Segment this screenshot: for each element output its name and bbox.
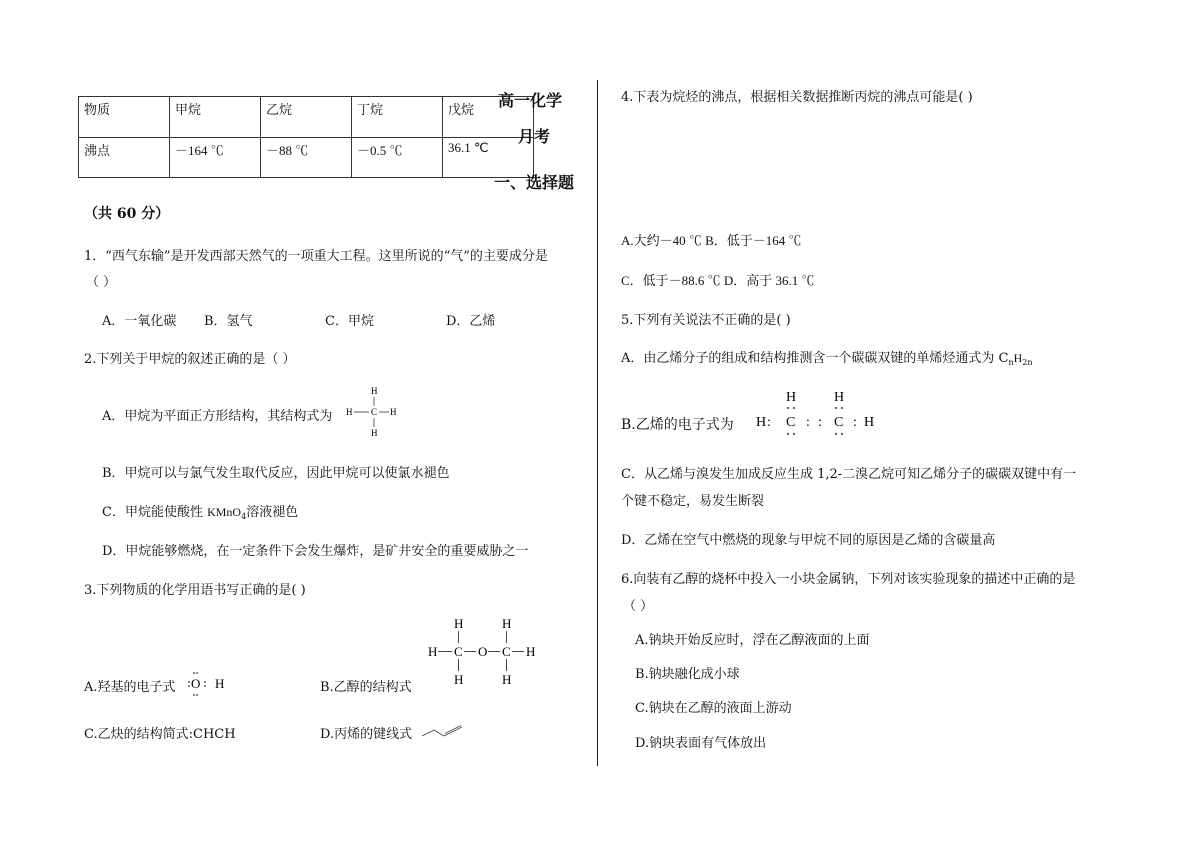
atom-label: C <box>454 644 463 659</box>
q2-option-c <box>102 501 298 521</box>
column-divider <box>597 80 598 766</box>
formula-subscript: 2n <box>1022 358 1033 367</box>
section-score: （共 60 分） <box>84 206 170 222</box>
q4-stem: 4.下表为烷烃的沸点，根据相关数据推断丙烷的沸点可能是( ) <box>621 90 973 105</box>
hydroxyl-electron-formula <box>184 668 230 698</box>
atom-label: C <box>502 644 511 659</box>
methane-structural-formula <box>343 384 403 444</box>
q3-option-d: D.丙烯的键线式 <box>320 727 413 742</box>
q3-option-c: C.乙炔的结构简式:CHCH <box>84 727 236 742</box>
boiling-point-table <box>78 96 534 178</box>
q6-option-a: A.钠块开始反应时，浮在乙醇液面的上面 <box>635 633 870 648</box>
table-cell: －164 ℃ <box>170 138 261 178</box>
section-title: 一、选择题 <box>494 173 575 192</box>
q2-option-c-post: 溶液褪色 <box>246 505 299 520</box>
table-header-cell: 丁烷 <box>352 97 443 138</box>
q4-options-cd: C．低于－88.6 ℃ D．高于 36.1 ℃ <box>621 273 815 288</box>
q6-option-b: B.钠块融化成小球 <box>635 667 740 682</box>
q1-answer-paren: （ ） <box>86 275 117 290</box>
atom-label: O <box>191 676 201 691</box>
table-row-label: 沸点 <box>79 138 170 178</box>
q6-answer-paren: （ ） <box>623 599 654 614</box>
shared-pair: : <box>767 415 771 430</box>
atom-label: H <box>502 672 512 687</box>
q3-stem: 3.下列物质的化学用语书写正确的是( ) <box>84 583 306 598</box>
table-header-cell: 戊烷 <box>443 97 534 138</box>
table-header-cell: 乙烷 <box>261 97 352 138</box>
q5-stem: 5.下列有关说法不正确的是( ) <box>621 313 791 328</box>
propene-skeletal-formula <box>420 724 468 740</box>
q1-option-a: A．一氧化碳 <box>102 314 177 329</box>
table-row <box>79 138 534 178</box>
q1-option-d: D．乙烯 <box>446 314 496 329</box>
q3-option-a: A.羟基的电子式 <box>84 680 176 695</box>
atom-label: O <box>478 644 488 659</box>
page-title: 高一化学 <box>498 91 563 110</box>
atom-label: H <box>502 616 512 631</box>
atom-label: H <box>371 428 378 438</box>
table-cell: －0.5 ℃ <box>352 138 443 178</box>
q2-option-d: D．甲烷能够燃烧，在一定条件下会发生爆炸，是矿井安全的重要威胁之一 <box>102 544 529 559</box>
atom-label: H <box>215 676 225 691</box>
q2-option-b: B．甲烷可以与氯气发生取代反应，因此甲烷可以使氯水褪色 <box>102 466 450 481</box>
atom-label: H <box>864 415 875 430</box>
atom-label: C <box>371 407 378 417</box>
table-cell: －88 ℃ <box>261 138 352 178</box>
q3-option-b: B.乙醇的结构式 <box>320 680 412 695</box>
atom-label: C <box>834 415 844 430</box>
table-header-cell: 物质 <box>79 97 170 138</box>
atom-label: H <box>428 644 438 659</box>
atom-label: H <box>346 407 353 417</box>
page-subtitle: 月考 <box>518 127 551 146</box>
q5-option-d: D．乙烯在空气中燃烧的现象与甲烷不同的原因是乙烯的含碳量高 <box>621 533 996 548</box>
q5-option-c-line1: C．从乙烯与溴发生加成反应生成 1,2-二溴乙烷可知乙烯分子的碳碳双键中有一 <box>621 467 1077 482</box>
atom-label: H <box>454 616 464 631</box>
table-cell: 36.1 ℃ <box>443 138 534 178</box>
ethylene-electron-formula <box>750 386 885 440</box>
table-header-cell: 甲烷 <box>170 97 261 138</box>
q1-stem: 1．“西气东输”是开发西部天然气的一项重大工程。这里所说的“气”的主要成分是 <box>84 249 548 264</box>
atom-label: H <box>371 386 378 396</box>
shared-pair: : <box>818 415 822 430</box>
kmno4-formula: KMnO <box>207 505 242 519</box>
q2-option-c-pre: C．甲烷能使酸性 <box>102 505 203 520</box>
q2-stem: 2.下列关于甲烷的叙述正确的是（ ） <box>84 352 296 367</box>
atom-label: H <box>756 415 767 430</box>
ethanol-structural-formula <box>424 612 548 690</box>
q5-option-a-text: A．由乙烯分子的组成和结构推测含一个碳碳双键的单烯烃通式为 C <box>621 351 1009 366</box>
q6-stem: 6.向装有乙醇的烧杯中投入一小块金属钠，下列对该实验现象的描述中正确的是 <box>621 572 1076 587</box>
formula-subscript: n <box>1008 358 1014 367</box>
atom-label: H <box>834 390 845 405</box>
q6-option-c: C.钠块在乙醇的液面上游动 <box>635 701 792 716</box>
q5-option-a <box>621 347 1033 367</box>
q5-option-b: B.乙烯的电子式为 <box>621 417 734 433</box>
atom-label: H <box>526 644 536 659</box>
shared-pair: : <box>853 415 857 430</box>
atom-label: H <box>786 390 797 405</box>
q1-option-b: B．氢气 <box>204 314 253 329</box>
q4-options-ab: A.大约－40 ℃ B．低于－164 ℃ <box>621 233 802 248</box>
formula-element: H <box>1013 351 1023 365</box>
q1-option-c: C．甲烷 <box>325 314 374 329</box>
atom-label: H <box>454 672 464 687</box>
atom-label: C <box>786 415 796 430</box>
atom-label: H <box>390 407 397 417</box>
q5-option-c-line2: 个键不稳定，易发生断裂 <box>621 494 765 509</box>
q6-option-d: D.钠块表面有气体放出 <box>635 736 767 751</box>
table-header-row <box>79 97 534 138</box>
kmno4-subscript: 4 <box>241 512 247 521</box>
q2-option-a: A．甲烷为平面正方形结构，其结构式为 <box>102 409 333 424</box>
shared-pair: : <box>806 415 810 430</box>
